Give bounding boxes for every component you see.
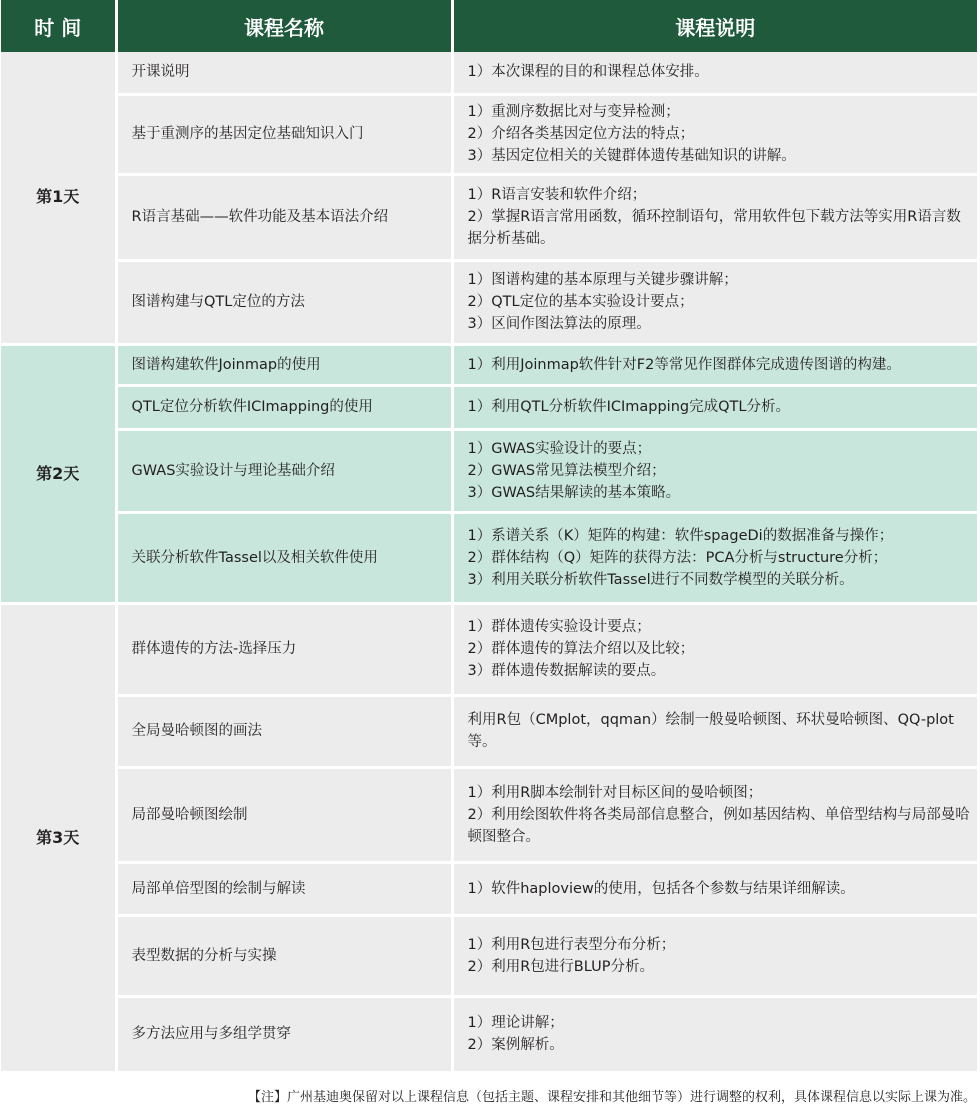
course-name: QTL定位分析软件ICImapping的使用 <box>116 385 452 429</box>
table-row <box>1 996 977 1072</box>
course-name: R语言基础——软件功能及基本语法介绍 <box>116 174 452 260</box>
course-desc: 1）理论讲解； 2）案例解析。 <box>452 996 977 1072</box>
course-name: 群体遗传的方法-选择压力 <box>116 603 452 695</box>
day-label: 第2天 <box>1 344 116 603</box>
table-row <box>1 695 977 767</box>
table-row <box>1 862 977 915</box>
course-desc: 1）本次课程的目的和课程总体安排。 <box>452 52 977 94</box>
course-desc: 1）系谱关系（K）矩阵的构建：软件spageDi的数据准备与操作； 2）群体结构（Q）矩阵的获得方法：PCA分析与structure分析； 3）利用关联分析软件Tassel进行不同数学模型的关联分析。 <box>452 512 977 603</box>
course-desc: 1）利用QTL分析软件ICImapping完成QTL分析。 <box>452 385 977 429</box>
course-desc: 1）图谱构建的基本原理与关键步骤讲解； 2）QTL定位的基本实验设计要点； 3）区间作图法算法的原理。 <box>452 260 977 344</box>
course-desc: 1）利用R包进行表型分布分析； 2）利用R包进行BLUP分析。 <box>452 915 977 996</box>
course-desc: 1）R语言安装和软件介绍； 2）掌握R语言常用函数，循环控制语句，常用软件包下载方法等实用R语言数据分析基础。 <box>452 174 977 260</box>
course-name: 图谱构建与QTL定位的方法 <box>116 260 452 344</box>
day-label: 第1天 <box>1 52 116 344</box>
course-desc: 1）利用R脚本绘制针对目标区间的曼哈顿图； 2）利用绘图软件将各类局部信息整合，例如基因结构、单倍型结构与局部曼哈顿图整合。 <box>452 767 977 862</box>
course-name: 局部曼哈顿图绘制 <box>116 767 452 862</box>
header-time: 时 间 <box>1 0 116 52</box>
table-header-row <box>1 0 977 52</box>
table-row <box>1 260 977 344</box>
footer-note: 【注】广州基迪奥保留对以上课程信息（包括主题、课程安排和其他细节等）进行调整的权利，具体课程信息以实际上课为准。 <box>247 1090 976 1105</box>
course-name: 全局曼哈顿图的画法 <box>116 695 452 767</box>
course-schedule-table <box>1 0 977 1074</box>
table-row <box>1 385 977 429</box>
course-name: 开课说明 <box>116 52 452 94</box>
course-desc: 1）软件haploview的使用，包括各个参数与结果详细解读。 <box>452 862 977 915</box>
header-course-name: 课程名称 <box>116 0 452 52</box>
course-desc: 1）GWAS实验设计的要点； 2）GWAS常见算法模型介绍； 3）GWAS结果解读的基本策略。 <box>452 429 977 512</box>
course-name: 关联分析软件Tassel以及相关软件使用 <box>116 512 452 603</box>
course-name: 局部单倍型图的绘制与解读 <box>116 862 452 915</box>
header-course-desc: 课程说明 <box>452 0 977 52</box>
course-name: 图谱构建软件Joinmap的使用 <box>116 344 452 385</box>
course-desc: 利用R包（CMplot，qqman）绘制一般曼哈顿图、环状曼哈顿图、QQ-plot等。 <box>452 695 977 767</box>
course-desc: 1）群体遗传实验设计要点； 2）群体遗传的算法介绍以及比较； 3）群体遗传数据解读的要点。 <box>452 603 977 695</box>
table-row <box>1 52 977 94</box>
table-row <box>1 344 977 385</box>
course-desc: 1）重测序数据比对与变异检测； 2）介绍各类基因定位方法的特点； 3）基因定位相关的关键群体遗传基础知识的讲解。 <box>452 94 977 174</box>
table-row <box>1 174 977 260</box>
table-row <box>1 429 977 512</box>
table-row <box>1 767 977 862</box>
table-row <box>1 512 977 603</box>
table-row <box>1 94 977 174</box>
course-name: 多方法应用与多组学贯穿 <box>116 996 452 1072</box>
table-row <box>1 915 977 996</box>
day-label: 第3天 <box>1 603 116 1072</box>
course-desc: 1）利用Joinmap软件针对F2等常见作图群体完成遗传图谱的构建。 <box>452 344 977 385</box>
course-name: GWAS实验设计与理论基础介绍 <box>116 429 452 512</box>
course-name: 基于重测序的基因定位基础知识入门 <box>116 94 452 174</box>
course-name: 表型数据的分析与实操 <box>116 915 452 996</box>
table-row <box>1 603 977 695</box>
